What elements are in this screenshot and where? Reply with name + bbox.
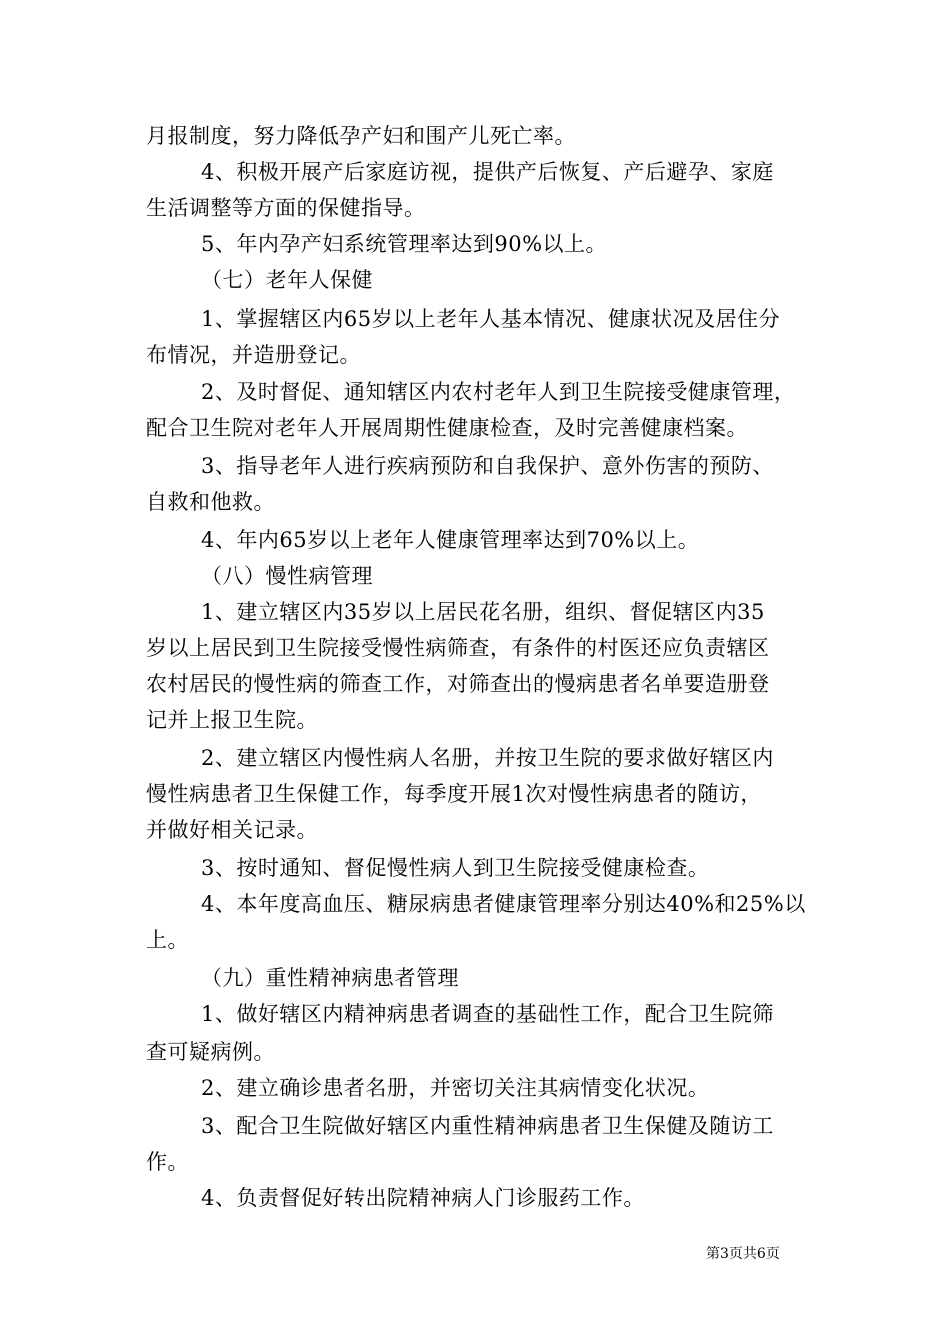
text-line: 1、建立辖区内35岁以上居民花名册，组织、督促辖区内35 xyxy=(201,600,765,624)
text-line: 并做好相关记录。 xyxy=(146,818,318,842)
text-line: 布情况，并造册登记。 xyxy=(146,343,361,367)
text-line: 记并上报卫生院。 xyxy=(146,708,318,732)
page-number: 第3页共6页 xyxy=(706,1246,780,1262)
text-line: 2、建立辖区内慢性病人名册，并按卫生院的要求做好辖区内 xyxy=(201,746,774,770)
text-line: 3、配合卫生院做好辖区内重性精神病患者卫生保健及随访工 xyxy=(201,1114,774,1138)
text-line: 查可疑病例。 xyxy=(146,1040,275,1064)
section-heading: （九）重性精神病患者管理 xyxy=(201,966,459,990)
text-line: 配合卫生院对老年人开展周期性健康检查，及时完善健康档案。 xyxy=(146,416,748,440)
text-line: 4、负责督促好转出院精神病人门诊服药工作。 xyxy=(201,1186,645,1210)
text-line: 上。 xyxy=(146,928,189,952)
text-line: 自救和他救。 xyxy=(146,490,275,514)
text-line: 1、掌握辖区内65岁以上老年人基本情况、健康状况及居住分 xyxy=(201,307,781,331)
text-line: 5、年内孕产妇系统管理率达到90%以上。 xyxy=(201,232,608,256)
section-heading: （七）老年人保健 xyxy=(201,268,373,292)
text-line: 2、建立确诊患者名册，并密切关注其病情变化状况。 xyxy=(201,1076,710,1100)
text-line: 慢性病患者卫生保健工作，每季度开展1次对慢性病患者的随访， xyxy=(146,782,762,806)
section-heading: （八）慢性病管理 xyxy=(201,564,373,588)
text-line: 月报制度，努力降低孕产妇和围产儿死亡率。 xyxy=(146,124,576,148)
text-line: 3、指导老年人进行疾病预防和自我保护、意外伤害的预防、 xyxy=(201,454,774,478)
text-line: 1、做好辖区内精神病患者调查的基础性工作，配合卫生院筛 xyxy=(201,1002,774,1026)
text-line: 3、按时通知、督促慢性病人到卫生院接受健康检查。 xyxy=(201,856,710,880)
text-line: 4、积极开展产后家庭访视，提供产后恢复、产后避孕、家庭 xyxy=(201,160,774,184)
text-line: 4、本年度高血压、糖尿病患者健康管理率分别达40%和25%以 xyxy=(201,892,806,916)
text-line: 4、年内65岁以上老年人健康管理率达到70%以上。 xyxy=(201,528,700,552)
text-line: 农村居民的慢性病的筛查工作，对筛查出的慢病患者名单要造册登 xyxy=(146,672,770,696)
text-line: 生活调整等方面的保健指导。 xyxy=(146,196,426,220)
text-line: 作。 xyxy=(146,1150,189,1174)
text-line: 2、及时督促、通知辖区内农村老年人到卫生院接受健康管理， xyxy=(201,380,796,404)
text-line: 岁以上居民到卫生院接受慢性病筛查，有条件的村医还应负责辖区 xyxy=(146,636,770,660)
